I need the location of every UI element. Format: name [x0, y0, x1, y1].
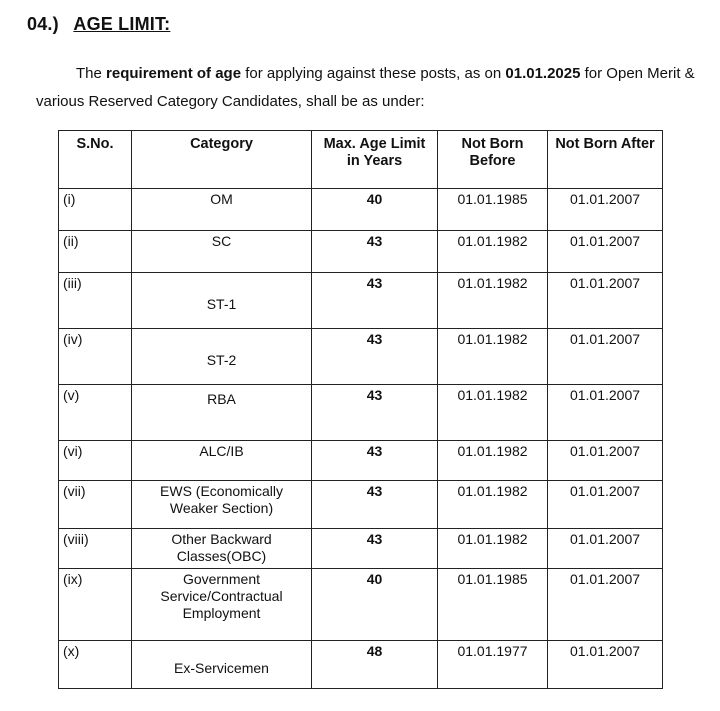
intro-text: The [76, 65, 107, 82]
cell-sno: (i) [59, 189, 132, 231]
cell-category: OM [132, 189, 312, 231]
cell-category: Government Service/Contractual Employment [132, 569, 312, 641]
cell-sno: (x) [59, 641, 132, 689]
table-row [59, 189, 663, 231]
header-not-born-before: Not Born Before [438, 131, 548, 189]
cell-category: SC [132, 231, 312, 273]
cell-not-born-before: 01.01.1982 [438, 385, 548, 441]
cell-not-born-before: 01.01.1982 [438, 529, 548, 569]
cell-max-age: 40 [312, 189, 438, 231]
cell-max-age: 40 [312, 569, 438, 641]
cell-not-born-after: 01.01.2007 [548, 569, 663, 641]
cell-not-born-after: 01.01.2007 [548, 231, 663, 273]
cell-category: Other Backward Classes(OBC) [132, 529, 312, 569]
intro-bold-date: 01.01.2025 [505, 65, 581, 82]
cell-not-born-after: 01.01.2007 [548, 641, 663, 689]
cell-not-born-after: 01.01.2007 [548, 481, 663, 529]
table-row [59, 641, 663, 689]
header-not-born-after: Not Born After [548, 131, 663, 189]
cell-not-born-before: 01.01.1982 [438, 231, 548, 273]
table-row [59, 385, 663, 441]
header-sno: S.No. [59, 131, 132, 189]
cell-not-born-after: 01.01.2007 [548, 329, 663, 385]
cell-not-born-after: 01.01.2007 [548, 529, 663, 569]
cell-not-born-before: 01.01.1982 [438, 441, 548, 481]
cell-sno: (vi) [59, 441, 132, 481]
table-row [59, 329, 663, 385]
intro-bold-requirement: requirement of age [106, 65, 242, 82]
cell-max-age: 43 [312, 231, 438, 273]
cell-sno: (ii) [59, 231, 132, 273]
cell-category: ALC/IB [132, 441, 312, 481]
cell-max-age: 43 [312, 385, 438, 441]
cell-not-born-after: 01.01.2007 [548, 189, 663, 231]
cell-not-born-after: 01.01.2007 [548, 385, 663, 441]
table-header-row [59, 131, 663, 189]
cell-not-born-before: 01.01.1982 [438, 481, 548, 529]
cell-sno: (v) [59, 385, 132, 441]
intro-text: for applying against these posts, as on [241, 65, 506, 82]
cell-not-born-before: 01.01.1985 [438, 569, 548, 641]
table-row [59, 569, 663, 641]
cell-max-age: 43 [312, 441, 438, 481]
age-limit-table [58, 130, 663, 689]
cell-not-born-before: 01.01.1977 [438, 641, 548, 689]
section-heading [27, 14, 170, 35]
cell-not-born-after: 01.01.2007 [548, 441, 663, 481]
cell-max-age: 43 [312, 273, 438, 329]
cell-category: ST-2 [132, 329, 312, 385]
table-row [59, 273, 663, 329]
table-row [59, 529, 663, 569]
cell-category: ST-1 [132, 273, 312, 329]
section-title: AGE LIMIT: [73, 14, 171, 34]
cell-max-age: 43 [312, 481, 438, 529]
cell-not-born-after: 01.01.2007 [548, 273, 663, 329]
cell-not-born-before: 01.01.1982 [438, 329, 548, 385]
cell-category: EWS (Economically Weaker Section) [132, 481, 312, 529]
cell-sno: (iii) [59, 273, 132, 329]
header-category: Category [132, 131, 312, 189]
intro-text: for Open Merit & various Reserved Category Candidates, shall be as under: [36, 65, 695, 110]
cell-max-age: 48 [312, 641, 438, 689]
cell-sno: (vii) [59, 481, 132, 529]
cell-category: RBA [132, 385, 312, 441]
cell-category: Ex-Servicemen [132, 641, 312, 689]
cell-max-age: 43 [312, 329, 438, 385]
cell-not-born-before: 01.01.1982 [438, 273, 548, 329]
table-row [59, 441, 663, 481]
cell-max-age: 43 [312, 529, 438, 569]
cell-sno: (iv) [59, 329, 132, 385]
section-number: 04.) [27, 14, 59, 34]
table-row [59, 231, 663, 273]
cell-sno: (ix) [59, 569, 132, 641]
header-max-age: Max. Age Limit in Years [312, 131, 438, 189]
table-row [59, 481, 663, 529]
intro-paragraph [36, 60, 706, 116]
cell-sno: (viii) [59, 529, 132, 569]
cell-not-born-before: 01.01.1985 [438, 189, 548, 231]
